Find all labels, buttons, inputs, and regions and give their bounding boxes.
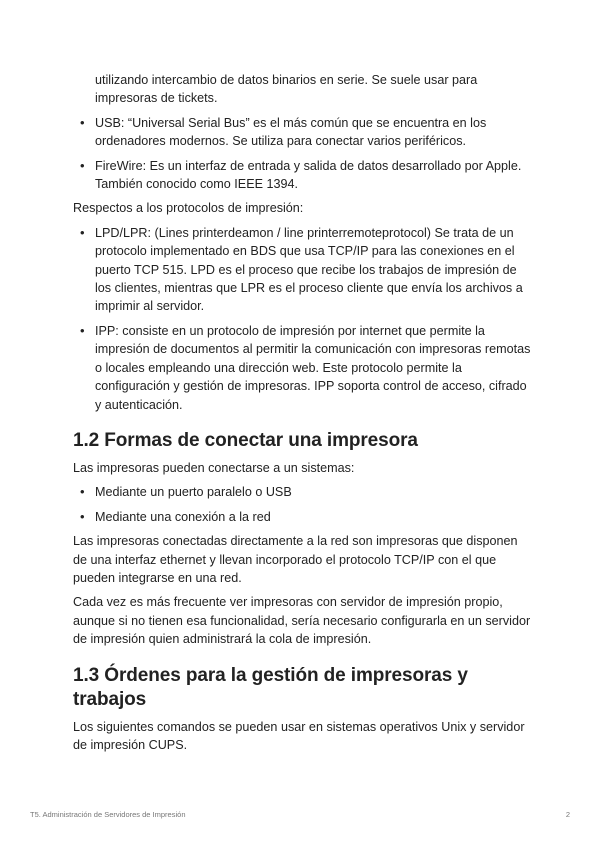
page-content <box>73 71 533 754</box>
section-1-2-intro: Las impresoras pueden conectarse a un sistemas: <box>73 460 355 475</box>
section-heading-1-2: 1.2 Formas de conectar una impresora <box>73 429 418 451</box>
list-item-parallel-usb: • Mediante un puerto paralelo o USB <box>73 483 533 501</box>
connect-methods-list <box>73 483 533 526</box>
footer-title: T5. Administración de Servidores de Impresión <box>30 810 186 819</box>
connection-list <box>73 114 533 194</box>
protocols-list <box>73 224 533 414</box>
list-item-ipp: • IPP: consiste en un protocolo de impresión por internet que permite la impresión de documentos al permitir la comunicación con impresoras remotas o locales empleando una dirección web. Este protocolo permite la configuración y gestión de impresoras. IPP soporta control de acceso, cifrado y autenticación. <box>73 322 533 414</box>
section-1-2-paragraph-1: Las impresoras conectadas directamente a la red son impresoras que disponen de una interfaz ethernet y llevan incorporado el protocolo TCP/IP con el que pueden integrarse en una red. <box>73 534 518 585</box>
page-footer <box>30 810 570 819</box>
bullet-continuation: utilizando intercambio de datos binarios en serie. Se suele usar para impresoras de tickets. <box>95 73 478 106</box>
section-1-3-intro: Los siguientes comandos se pueden usar en sistemas operativos Unix y servidor de impresión CUPS. <box>73 719 525 752</box>
page-number: 2 <box>565 810 570 819</box>
list-item-usb: • USB: “Universal Serial Bus” es el más común que se encuentra en los ordenadores modernos. Se utiliza para conectar varios periféricos. <box>73 114 533 151</box>
list-item-network: • Mediante una conexión a la red <box>73 508 533 526</box>
section-heading-1-3: 1.3 Órdenes para la gestión de impresoras y trabajos <box>73 664 468 710</box>
protocols-intro: Respectos a los protocolos de impresión: <box>73 201 304 216</box>
section-1-2-paragraph-2: Cada vez es más frecuente ver impresoras con servidor de impresión propio, aunque si no tienen esa funcionalidad, sería necesario configurarla en un servidor de impresión quien administrará la cola de impresión. <box>73 595 531 647</box>
list-item-lpd: • LPD/LPR: (Lines printerdeamon / line printerremoteprotocol) Se trata de un protocolo implementado en BDS que usa TCP/IP para las conexiones en el puerto TCP 515. LPD es el proceso que recibe los trabajos de impresión de los clientes, mientras que LPR es el proceso cliente que envía los archivos a imprimir al servidor. <box>73 224 533 316</box>
list-item-firewire: • FireWire: Es un interfaz de entrada y salida de datos desarrollado por Apple. También conocido como IEEE 1394. <box>73 157 533 194</box>
